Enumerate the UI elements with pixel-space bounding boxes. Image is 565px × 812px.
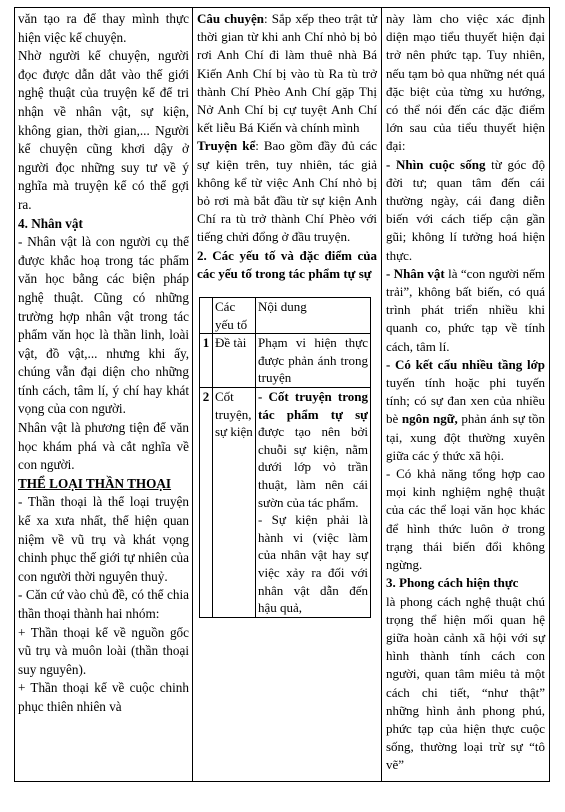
paragraph: - Căn cứ vào chủ đề, có thể chia thần thoại thành hai nhóm: — [18, 587, 189, 621]
paragraph — [197, 10, 377, 137]
paragraph: là phong cách nghệ thuật chú trọng thể hiện mối quan hệ giữa hoàn cảnh xã hội với sự hình thành tính cách con người, quan tâm miêu tả một cách chi tiết, “như thật” những hình ảnh phong phú, phức tạp của hiện thực cuộc sống, thường loại trừ sự “tô vẽ” — [386, 593, 545, 773]
row-number: 1 — [200, 334, 213, 388]
paragraph: + Thần thoại kể về cuộc chinh phục thiên nhiên và — [18, 680, 189, 714]
column-middle — [193, 8, 382, 781]
paragraph: - Thần thoại là thể loại truyện kể xa xưa nhất, thể hiện quan niệm về vũ trụ và khát vọng chinh phục thế giới tự nhiên của con người thời nguyên thuỷ. — [18, 494, 189, 584]
table-header-content: Nội dung — [256, 298, 371, 334]
feature-text: phản ánh sự tồn tại, xung đột thường xuyên giữa các ý thức xã hội. — [386, 411, 545, 463]
document-page — [14, 7, 550, 782]
table-header-row — [200, 298, 371, 334]
section-heading: 3. Phong cách hiện thực — [386, 575, 519, 591]
row-factor: Đề tài — [213, 334, 256, 388]
feature-text: là “con người nếm trải”, không bất biến, có quá trình phát triển nhiều khi quanh co, phức tạp về tính cách, tâm lí. — [386, 265, 545, 354]
paragraph — [386, 356, 545, 465]
feature-label: - Nhìn cuộc sống — [386, 156, 486, 172]
elements-table — [199, 297, 371, 618]
column-left — [15, 8, 193, 781]
paragraph — [386, 156, 545, 265]
feature-label: - Có kết cấu nhiều tầng lớp — [386, 356, 545, 372]
table-row — [200, 334, 371, 388]
paragraph: Nhân vật là phương tiện để văn học khám phá và cắt nghĩa về con người. — [18, 420, 189, 473]
feature-text: tuyến tính hoặc phi tuyến tính; có sự đan xen của nhiều bè — [386, 375, 545, 427]
event-definition-text: - Sự kiện phải là hành vi (việc làm của nhân vật hay sự việc xảy ra đối với nhân vật dẫn đến hậu quả, — [258, 512, 368, 616]
paragraph: - Có khả năng tổng hợp cao mọi kinh nghiệm nghệ thuật của các thể loại văn học khác để hình thức luôn ở trong trạng thái biến đổi không ngừng. — [386, 466, 545, 573]
plot-label: Truyện kể — [197, 138, 256, 154]
table-cell — [200, 298, 213, 334]
plot-definition-text: được tạo nên bởi chuỗi sự kiện, nằm dưới lớp vỏ trần thuật, làm nên cái sườn của tác phẩm. — [258, 424, 368, 510]
plot-definition-label: - Cốt truyện trong tác phẩm tự sự — [258, 389, 368, 422]
paragraph: văn tạo ra để thay mình thực hiện việc kể chuyện. — [18, 11, 189, 45]
paragraph — [386, 265, 545, 356]
genre-heading: THỂ LOẠI THẦN THOẠI — [18, 475, 172, 491]
section-heading: 2. Các yếu tố và đặc điểm của các yếu tố trong tác phẩm tự sự — [197, 247, 377, 281]
row-factor: Cốt truyện, sự kiện — [213, 388, 256, 618]
column-right — [382, 8, 549, 781]
table-row — [200, 388, 371, 618]
paragraph: Nhờ người kể chuyện, người đọc được dẫn dắt vào thế giới nghệ thuật của truyện kể để tri nhận về nhân vật, sự kiện, không gian, thời gian,... Người kể chuyện cũng khơi dậy ở người đọc những suy tư về ý nghĩa mà truyện kể có thể gợi ra. — [18, 48, 189, 212]
feature-label: - Nhân vật — [386, 265, 445, 281]
row-content — [256, 388, 371, 618]
feature-text: từ góc độ đời tư; quan tâm đến cái thường ngày, cái đang diễn biến với cách tiếp cận gần gũi; không lí tưởng hoá hiện thực. — [386, 156, 545, 263]
paragraph: - Nhân vật là con người cụ thể được khắc hoạ trong tác phẩm văn học bằng các biện pháp nghệ thuật. Cũng có những trường hợp nhân vật trong tác phẩm văn học là thần linh, loài vật, đồ vật,... nhưng khi ấy, chúng vẫn đại diện cho những tính cách, tâm lí, ý chí hay khát vọng của con người. — [18, 234, 189, 417]
paragraph: này làm cho việc xác định diện mạo tiểu thuyết hiện đại trở nên phức tạp. Tuy nhiên, nếu tạm bỏ qua những nét quá đặc biệt của từng xu hướng, có thể nói đến các đặc điểm lớn sau của tiểu thuyết hiện đại: — [386, 11, 545, 154]
row-content: Phạm vi hiện thực được phản ánh trong truyện — [256, 334, 371, 388]
paragraph: + Thần thoại kể về nguồn gốc vũ trụ và muôn loài (thần thoại suy nguyên). — [18, 624, 189, 677]
feature-label: ngôn ngữ, — [401, 411, 458, 427]
story-text: : Sắp xếp theo trật tử thời gian từ khi anh Chí nhỏ bị bỏ rơi Anh Chí đi làm thuê nhà Bá Kiến Anh Chí bị vào tù Ra tù trở thành Chí Phèo Anh Chí gặp Thị Nở Anh Chí bị cự tuyệt Anh Chí kết liễu Bá Kiến và chính mình — [197, 11, 377, 136]
row-number: 2 — [200, 388, 213, 618]
section-heading: 4. Nhân vật — [18, 215, 83, 231]
table-header-factor: Các yếu tố — [213, 298, 256, 334]
story-label: Câu chuyện — [197, 11, 264, 26]
plot-text: : Bao gồm đầy đủ các sự kiện trên, tuy nhiên, tác giả không kể từ việc Anh Chí nhỏ bị bỏ rơi mà bắt đầu từ sự kiện Anh Chí ra tù trở thành Chí Phèo với tiếng chửi đổng ở đầu truyện. — [197, 138, 377, 245]
paragraph — [197, 137, 377, 246]
